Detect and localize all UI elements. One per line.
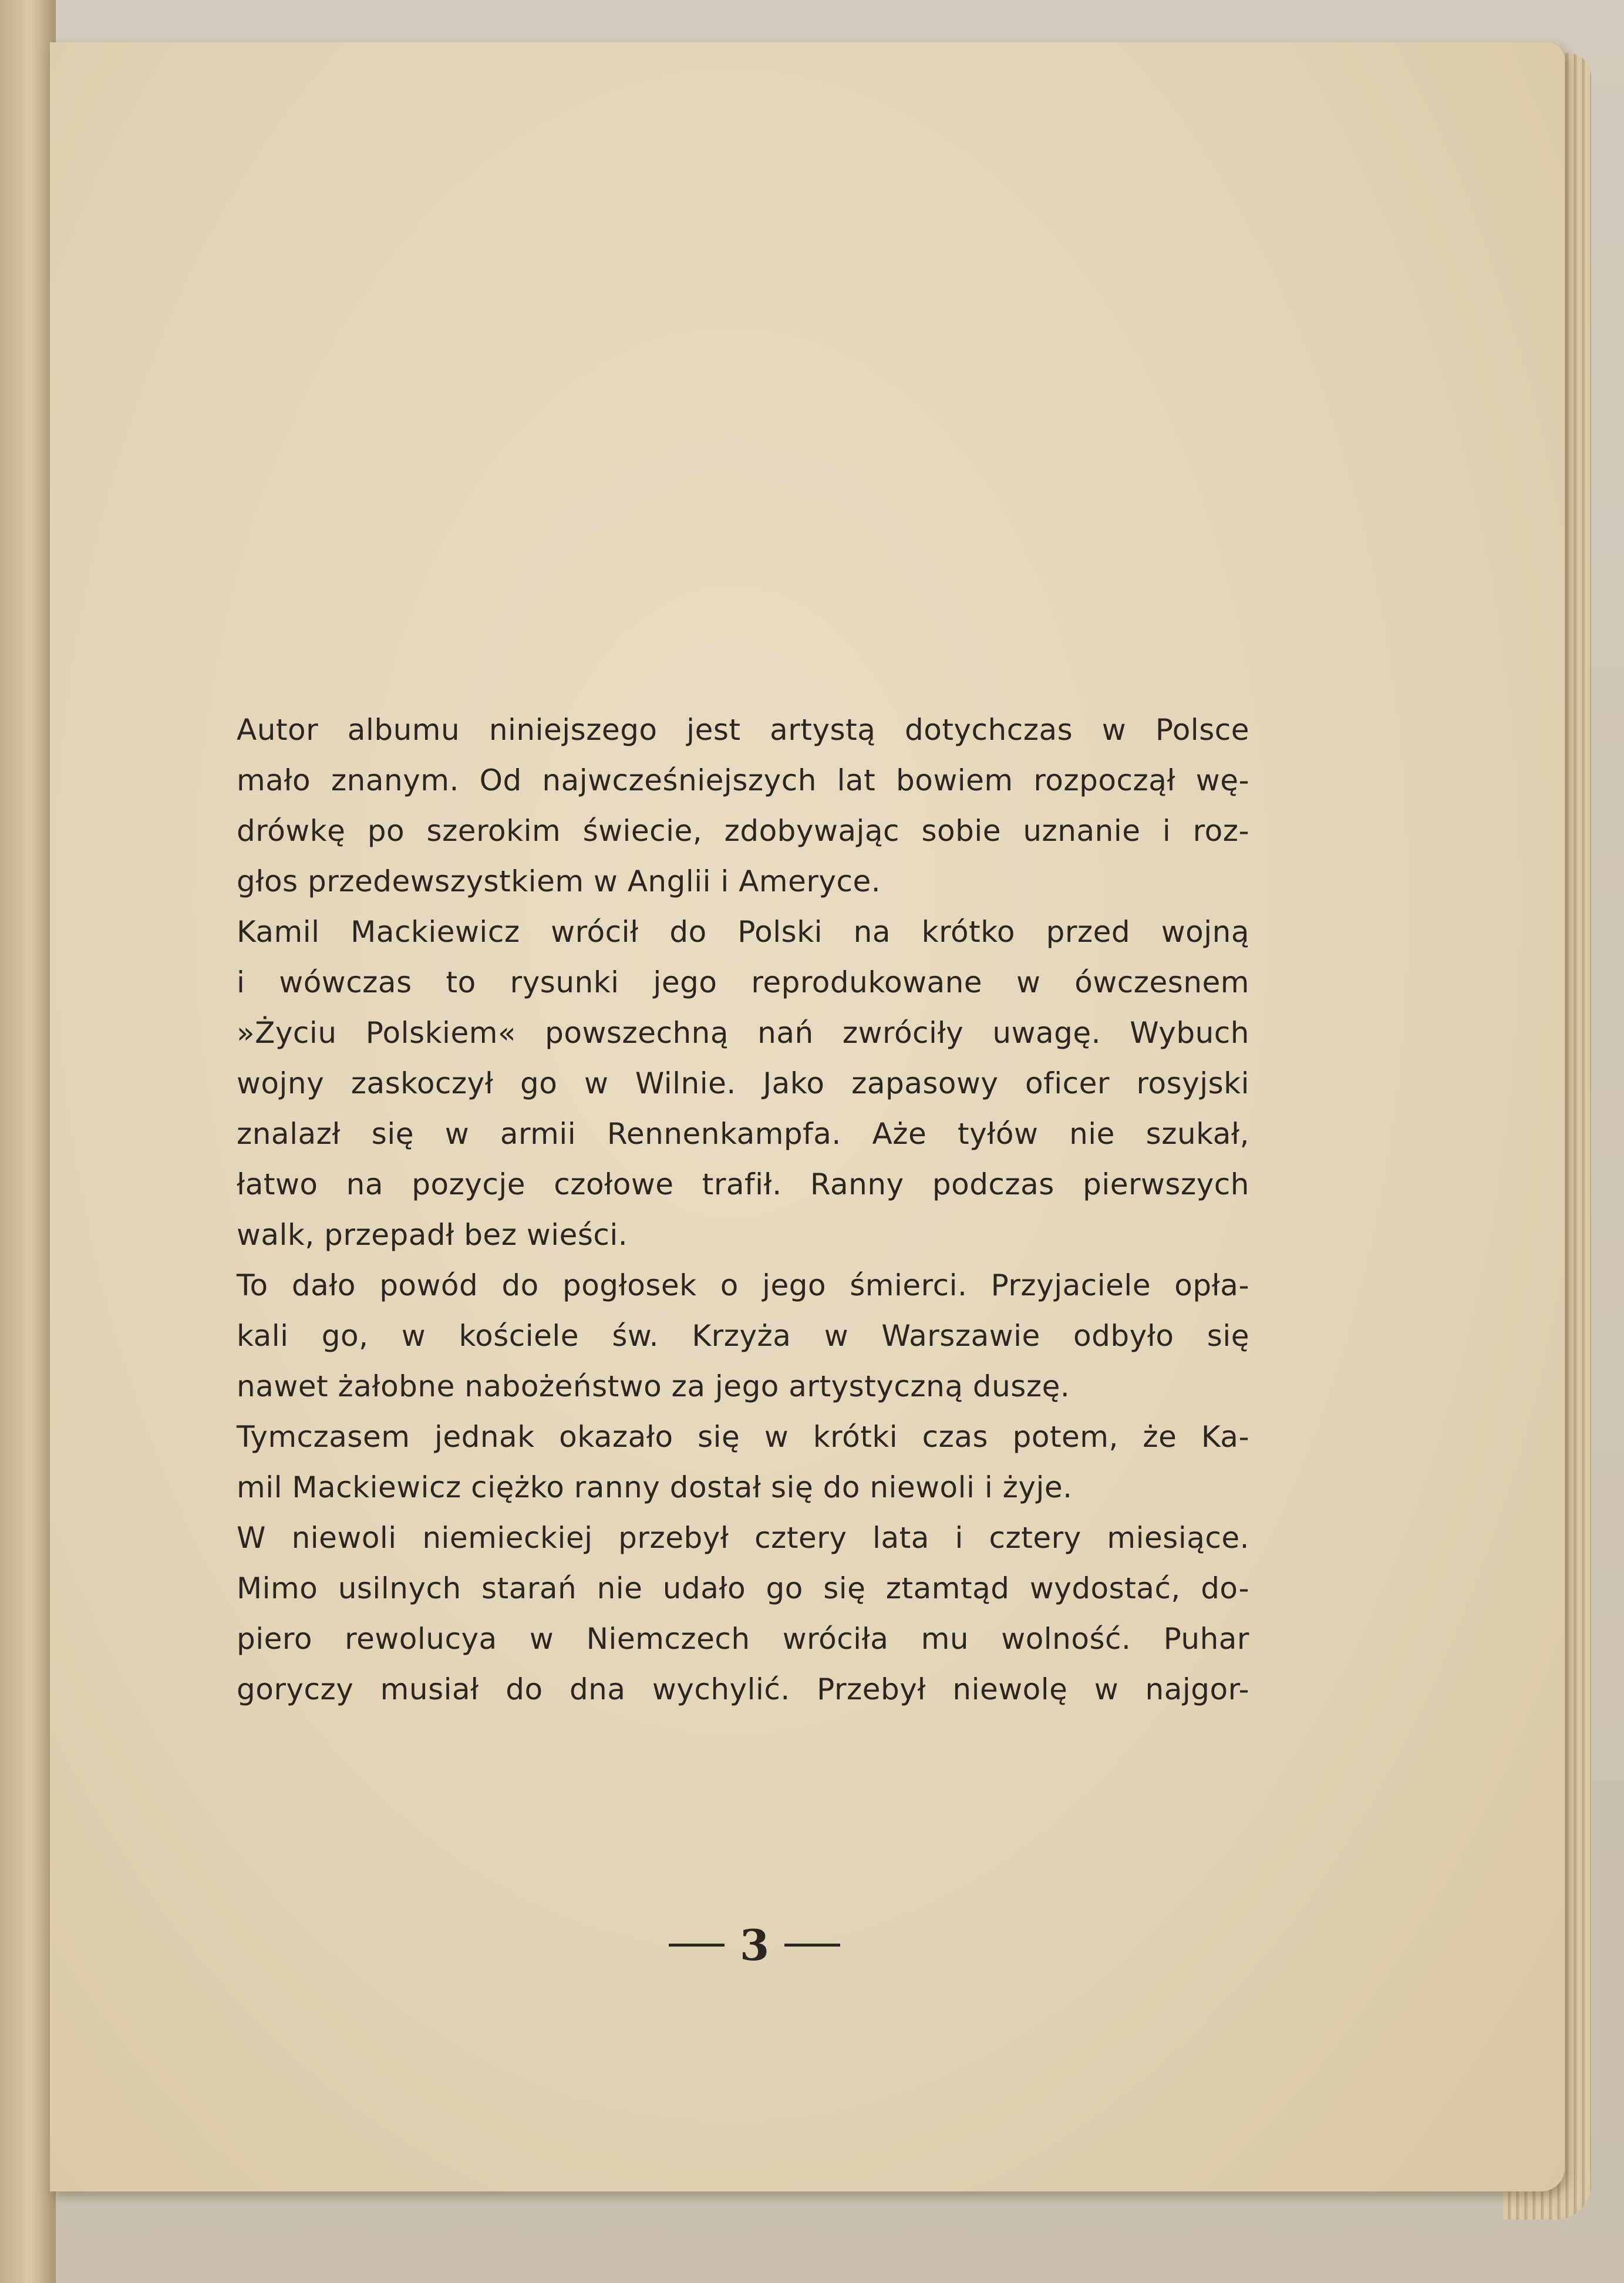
left-page-edge — [0, 0, 56, 2283]
text-line: piero rewolucya w Niemczech wróciła mu wolność. Puhar — [237, 1622, 1249, 1656]
text-line: nawet żałobne nabożeństwo za jego artystyczną duszę. — [237, 1369, 1070, 1403]
text-line: goryczy musiał do dna wychylić. Przebył niewolę w najgor- — [237, 1672, 1249, 1706]
text-line: Autor albumu niniejszego jest artystą dotychczas w Polsce — [237, 713, 1249, 747]
folio-dash-left — [669, 1944, 725, 1947]
body-text — [237, 705, 1249, 1715]
text-line: łatwo na pozycje czołowe trafił. Ranny podczas pierwszych — [237, 1167, 1249, 1201]
text-line: wojny zaskoczył go w Wilnie. Jako zapasowy oficer rosyjski — [237, 1066, 1249, 1100]
text-line: »Życiu Polskiem« powszechną nań zwróciły uwagę. Wybuch — [237, 1016, 1249, 1050]
text-line: kali go, w kościele św. Krzyża w Warszawie odbyło się — [237, 1319, 1249, 1353]
text-line: drówkę po szerokim świecie, zdobywając sobie uznanie i roz- — [237, 814, 1249, 848]
text-line: walk, przepadł bez wieści. — [237, 1218, 628, 1252]
page-folio — [661, 1918, 848, 1971]
text-line: Mimo usilnych starań nie udało go się ztamtąd wydostać, do- — [237, 1571, 1249, 1605]
folio-dash-right — [784, 1944, 840, 1947]
text-line: Kamil Mackiewicz wrócił do Polski na krótko przed wojną — [237, 915, 1249, 949]
text-line: głos przedewszystkiem w Anglii i Ameryce. — [237, 864, 881, 898]
text-line: To dało powód do pogłosek o jego śmierci. Przyjaciele opła- — [237, 1268, 1249, 1302]
text-line: Tymczasem jednak okazało się w krótki czas potem, że Ka- — [237, 1420, 1249, 1454]
text-line: mało znanym. Od najwcześniejszych lat bowiem rozpoczął wę- — [237, 763, 1249, 797]
text-line: W niewoli niemieckiej przebył cztery lata i cztery miesiące. — [237, 1521, 1249, 1555]
page-number: 3 — [739, 1920, 770, 1970]
text-line: mil Mackiewicz ciężko ranny dostał się do niewoli i żyje. — [237, 1470, 1073, 1504]
text-line: i wówczas to rysunki jego reprodukowane w ówczesnem — [237, 965, 1249, 999]
book-page — [50, 42, 1565, 2191]
text-line: znalazł się w armii Rennenkampfa. Aże tyłów nie szukał, — [237, 1117, 1249, 1151]
